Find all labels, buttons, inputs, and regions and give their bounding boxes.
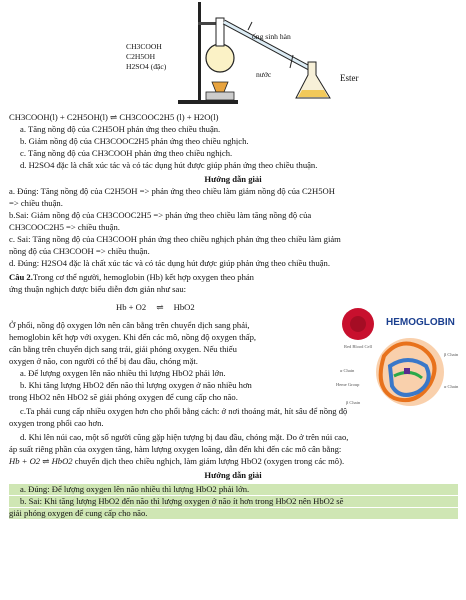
q2-intro-text: Trong cơ thể người, hemoglobin (Hb) kết hợp oxygen theo phản — [32, 272, 254, 282]
q2-para-4: oxygen ở não, con người có thể bị đau đầu, chóng mặt. — [9, 356, 198, 366]
q2-option-d-line1: d. Khi lên núi cao, một số người cũng gặp hiện tượng bị đau đầu, chóng mặt. Do ở trên núi cao, — [20, 432, 349, 442]
stand-base — [178, 100, 238, 104]
beta-chain-label-2: β Chain — [346, 400, 361, 405]
condenser-label: ống sinh hàn — [252, 32, 291, 41]
equation-q1: CH3COOH(l) + C2H5OH(l) ⇌ CH3COOC2H5 (l) + H2O(l) — [9, 112, 219, 122]
hemoglobin-title: HEMOGLOBIN — [386, 317, 455, 328]
reaction-right: HbO2 — [173, 302, 195, 312]
ans1-c-line2: nồng độ của CH3COOH => chiều thuận. — [9, 246, 150, 256]
water-out — [248, 22, 252, 30]
q2-para-1: Ở phổi, nồng độ oxygen lớn nên cân bằng trên chuyển dịch sang phải, — [9, 320, 250, 330]
q2-intro-line1 — [9, 272, 326, 283]
reaction-left: Hb + O2 — [116, 302, 147, 312]
q1-option-c: c. Tăng nồng độ của CH3COOH phản ứng theo chiều nghịch. — [20, 148, 233, 158]
flask-neck — [216, 18, 224, 46]
heme-group-label: Heme Group — [336, 382, 360, 387]
reagent-label-2: C2H5OH — [126, 52, 156, 61]
q2-para-3: cân bằng trên chuyển dịch sang trái, giải phóng oxygen. Nếu thiếu — [9, 344, 237, 354]
guide-title-2: Hướng dẫn giải — [204, 470, 262, 480]
q1-option-b: b. Giảm nồng độ của CH3COOC2H5 phản ứng theo chiều nghịch. — [20, 136, 249, 146]
ans2-b-line1: b. Sai: Khi tăng lượng HbO2 đến não thì lượng oxygen ở não ít hơn trong HbO2 nên HbO2 sẽ — [9, 496, 458, 507]
burner — [206, 92, 234, 100]
q2-option-d-line2: áp suất riêng phần của oxygen tăng, hàm lượng oxygen loãng, dẫn đến khi đến các mô cân bằng: — [9, 444, 342, 454]
q2-option-b-line2: trong HbO2 nên HbO2 sẽ giải phóng oxygen để cung cấp cho não. — [9, 392, 238, 402]
stand-clamp — [198, 22, 216, 25]
equilibrium-arrow-icon: ⇌ — [156, 302, 164, 312]
q2-d-equation: Hb + O2 ⇌ HbO2 — [9, 456, 73, 466]
red-blood-cell-center — [350, 316, 366, 332]
q2-option-a: a. Để lượng oxygen lên não nhiều thì lượng HbO2 phải lớn. — [20, 368, 226, 378]
ans2-b-line2: giải phóng oxygen để cung cấp cho não. — [9, 508, 458, 519]
q2-option-c-line2: oxygen trong phổi cao hơn. — [9, 418, 104, 428]
q1-option-a: a. Tăng nồng độ của C2H5OH phản ứng theo chiều thuận. — [20, 124, 221, 134]
q1-option-d: d. H2SO4 đặc là chất xúc tác và có tác dụng hút được giúp phản ứng theo chiều thuận. — [20, 160, 318, 170]
alpha-chain-label-1: α Chain — [340, 368, 355, 373]
reagent-label-1: CH3COOH — [126, 42, 162, 51]
ans1-c-line1: c. Sai: Tăng nồng độ của CH3COOH phản ứng theo chiều nghịch phản ứng theo chiều làm giảm — [9, 234, 341, 244]
q2-option-d-line3 — [9, 456, 458, 467]
alpha-chain-label-2: α Chain — [444, 384, 459, 389]
q2-label: Câu 2. — [9, 272, 33, 282]
reagent-label-3: H2SO4 (đặc) — [126, 62, 167, 71]
ester-label: Ester — [340, 73, 359, 83]
rbc-label: Red Blood Cell — [344, 344, 372, 349]
ans1-b-line1: b.Sai: Giảm nồng độ của CH3COOC2H5 => phản ứng theo chiều làm tăng nồng độ của — [9, 210, 312, 220]
ans1-d: d. Đúng: H2SO4 đặc là chất xúc tác và có tác dụng hút được giúp phản ứng theo chiều thuận. — [9, 258, 331, 268]
ester-liquid — [298, 90, 328, 97]
ans1-a-line1: a. Đúng: Tăng nồng độ của C2H5OH => phản ứng theo chiều làm giảm nồng độ của C2H5OH — [9, 186, 335, 196]
q2-d-rest: chuyển dịch theo chiều nghịch, làm giảm lượng HbO2 (oxygen trong các mô). — [72, 456, 345, 466]
q2-reaction — [116, 302, 195, 313]
q2-option-c-line1: c.Ta phải cung cấp nhiều oxygen hơn cho phổi bằng cách: ở nơi thoáng mát, hít sâu để nồng độ — [20, 406, 348, 416]
ans1-b-line2: CH3COOC2H5 => chiều thuận. — [9, 222, 120, 232]
stand-rod — [198, 2, 201, 102]
heme-iron — [404, 368, 410, 374]
condenser-inner — [224, 22, 313, 70]
guide-title-1: Hướng dẫn giải — [204, 174, 262, 184]
q2-para-2: hemoglobin kết hợp với oxygen. Khi đến các mô, nồng độ oxygen thấp, — [9, 332, 257, 342]
q2-intro-line2: ứng thuận nghịch được biểu diễn đơn giản như sau: — [9, 284, 187, 294]
round-flask — [206, 44, 234, 72]
ans1-a-line2: => chiều thuận. — [9, 198, 63, 208]
q2-option-b-line1: b. Khi tăng lượng HbO2 đến não thì lượng oxygen ở não nhiều hơn — [20, 380, 252, 390]
water-label: nước — [256, 70, 272, 79]
burner-flame — [212, 82, 228, 92]
beta-chain-label-1: β Chain — [444, 352, 459, 357]
ans2-a: a. Đúng: Để lượng oxygen lên não nhiều thì lượng HbO2 phải lớn. — [9, 484, 458, 495]
